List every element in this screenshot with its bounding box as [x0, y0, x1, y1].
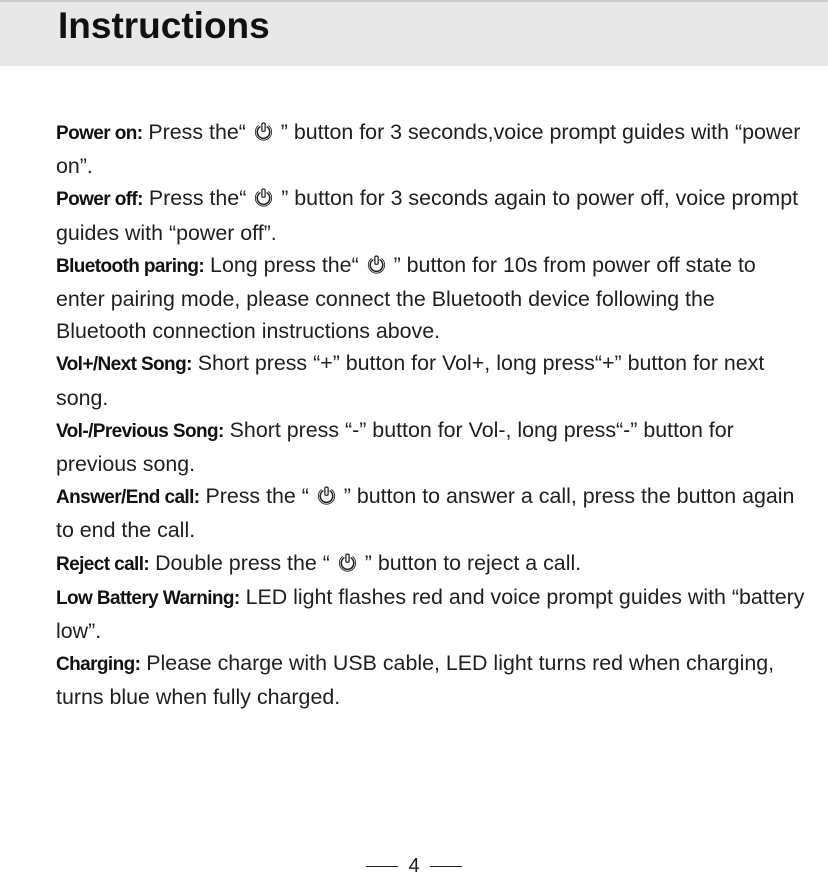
- instruction-text: Press the“: [142, 120, 252, 144]
- instruction-charging: [56, 647, 808, 713]
- instruction-text: ” button for 3 seconds,voice prompt guides with “power on”.: [56, 120, 801, 179]
- instruction-power-off: [56, 182, 808, 248]
- instruction-label: Charging:: [56, 654, 141, 676]
- instruction-text: Press the “: [199, 484, 315, 509]
- power-icon: [254, 122, 273, 141]
- instruction-label: Answer/End call:: [56, 487, 200, 509]
- instruction-text: Short press “+” button for Vol+, long press“+” button for next song.: [56, 351, 765, 410]
- instruction-text: Long press the“: [204, 252, 365, 277]
- page-title: Instructions: [58, 5, 270, 46]
- instruction-text: ” button for 3 seconds again to power off, voice prompt guides with “power off”.: [56, 186, 799, 245]
- instruction-text: Short press “-” button for Vol-, long press“-” button for previous song.: [56, 417, 734, 477]
- power-icon: [317, 486, 336, 505]
- instruction-label: Low Battery Warning:: [56, 587, 240, 609]
- instruction-text: ” button to reject a call.: [358, 550, 582, 575]
- instruction-label: Vol+/Next Song:: [56, 354, 192, 376]
- instruction-power-on: [56, 116, 808, 182]
- instruction-label: Reject call:: [56, 553, 150, 575]
- instructions-body: [56, 116, 808, 714]
- page-footer: [0, 854, 828, 878]
- instruction-low-battery: [56, 581, 808, 647]
- instruction-text: ” button to answer a call, press the button again to end the call.: [56, 484, 795, 543]
- instruction-label: Power on:: [56, 123, 143, 144]
- power-icon: [367, 255, 386, 274]
- instruction-vol-down: [56, 414, 808, 480]
- instruction-text: Please charge with USB cable, LED light turns red when charging, turns blue when fully charged.: [56, 651, 775, 710]
- dash-divider: [430, 866, 462, 867]
- page-number: 4: [408, 855, 420, 877]
- instruction-label: Vol-/Previous Song:: [56, 420, 224, 442]
- power-icon: [338, 553, 357, 572]
- power-icon: [254, 188, 273, 207]
- instruction-text: Double press the “: [149, 550, 336, 575]
- instruction-label: Power off:: [56, 189, 143, 211]
- dash-divider: [366, 866, 398, 867]
- instruction-text: ” button for 10s from power off state to enter pairing mode, please connect the Bluetooth device following the Bluetooth connection instructions above.: [56, 252, 756, 344]
- instruction-reject-call: [56, 547, 808, 581]
- instruction-vol-up: [56, 347, 808, 413]
- header-bar: [0, 0, 828, 66]
- instruction-text: LED light flashes red and voice prompt guides with “battery low”.: [56, 584, 805, 644]
- instruction-text: Press the“: [142, 186, 253, 211]
- instruction-label: Bluetooth paring:: [56, 255, 205, 277]
- instruction-answer-call: [56, 480, 808, 546]
- instruction-bluetooth-pairing: [56, 249, 808, 348]
